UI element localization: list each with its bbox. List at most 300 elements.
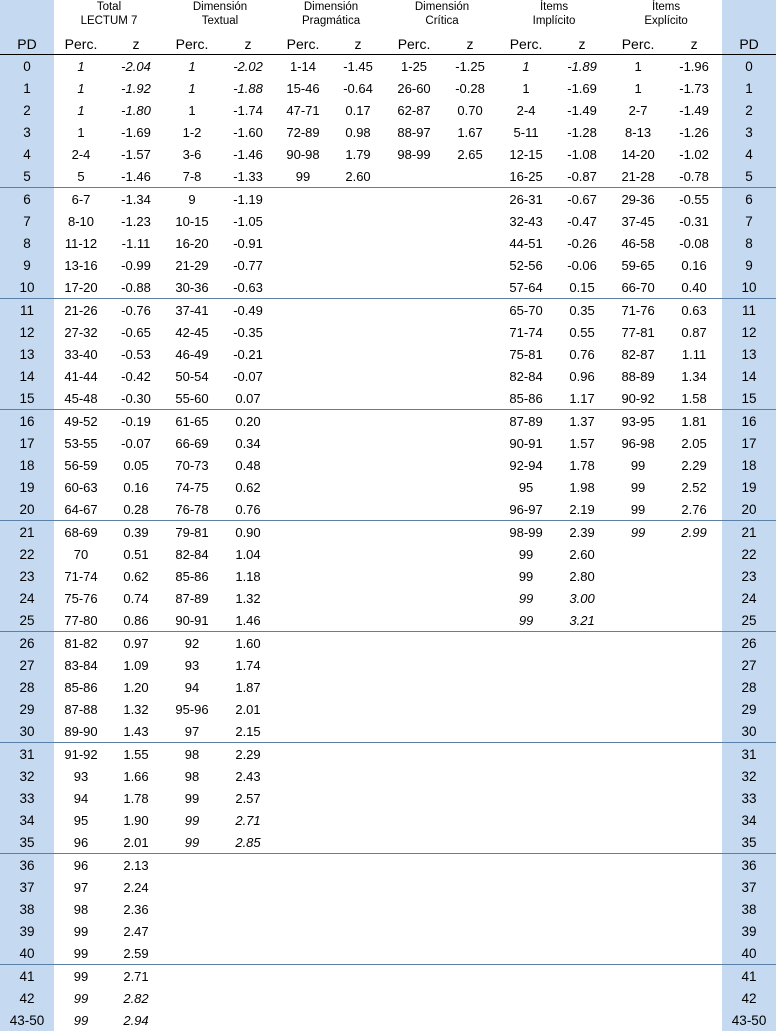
table-row: [0, 321, 776, 343]
implicito-perc-cell: 2-4: [498, 99, 554, 121]
textual-perc-value: 1: [188, 59, 195, 74]
critica-perc-cell: 88-97: [386, 121, 442, 143]
table-row: [0, 765, 776, 787]
pragmatica-z-cell: [330, 809, 386, 831]
explicito-perc-cell: [610, 698, 666, 720]
textual-perc-cell: 98: [164, 743, 220, 766]
explicito-perc-cell: 82-87: [610, 343, 666, 365]
table-row: [0, 77, 776, 99]
critica-z-cell: [442, 299, 498, 322]
total-perc-cell: 5: [54, 165, 108, 188]
implicito-z-cell: 2.80: [554, 565, 610, 587]
critica-z-cell: [442, 321, 498, 343]
critica-z-cell: [442, 521, 498, 544]
critica-z-cell: [442, 876, 498, 898]
implicito-z-cell: 1.17: [554, 387, 610, 410]
pd-cell-right: 35: [722, 831, 776, 854]
pd-cell-left: 43-50: [0, 1009, 54, 1031]
pragmatica-z-cell: [330, 410, 386, 433]
pd-cell-left: 21: [0, 521, 54, 544]
textual-z-cell: [220, 965, 276, 988]
implicito-perc-cell: [498, 654, 554, 676]
implicito-perc-cell: [498, 809, 554, 831]
z-header: z: [330, 34, 386, 55]
total-perc-cell: [54, 55, 108, 78]
explicito-perc-cell: 46-58: [610, 232, 666, 254]
total-z-cell: 0.86: [108, 609, 164, 632]
explicito-perc-cell: [610, 743, 666, 766]
implicito-perc-cell: [498, 787, 554, 809]
critica-perc-cell: 26-60: [386, 77, 442, 99]
pragmatica-perc-cell: [276, 432, 330, 454]
pragmatica-z-cell: [330, 543, 386, 565]
textual-perc-cell: 82-84: [164, 543, 220, 565]
critica-perc-cell: [386, 254, 442, 276]
total-perc-cell: 99: [54, 965, 108, 988]
explicito-z-cell: 2.52: [666, 476, 722, 498]
implicito-perc-cell: [498, 898, 554, 920]
textual-perc-cell: 21-29: [164, 254, 220, 276]
implicito-z-cell: 1.98: [554, 476, 610, 498]
implicito-perc-cell: 65-70: [498, 299, 554, 322]
pragmatica-z-cell: [330, 676, 386, 698]
table-row: [0, 920, 776, 942]
textual-perc-cell: 61-65: [164, 410, 220, 433]
textual-z-cell: 0.62: [220, 476, 276, 498]
textual-z-cell: -1.74: [220, 99, 276, 121]
implicito-z-cell: 0.15: [554, 276, 610, 299]
textual-perc-cell: 9: [164, 188, 220, 211]
explicito-z-cell: [666, 942, 722, 965]
pragmatica-perc-cell: [276, 876, 330, 898]
table-row: [0, 743, 776, 766]
explicito-perc-cell: [610, 898, 666, 920]
implicito-z-cell: -0.67: [554, 188, 610, 211]
pragmatica-z-cell: [330, 831, 386, 854]
pd-cell-right: 38: [722, 898, 776, 920]
total-z-cell: -0.65: [108, 321, 164, 343]
critica-z-cell: [442, 565, 498, 587]
table-row: [0, 232, 776, 254]
critica-z-cell: [442, 809, 498, 831]
total-z-cell: -1.46: [108, 165, 164, 188]
explicito-z-cell: [666, 565, 722, 587]
table-row: [0, 210, 776, 232]
implicito-perc-cell: [498, 720, 554, 743]
textual-z-cell: 0.48: [220, 454, 276, 476]
total-perc-cell: 45-48: [54, 387, 108, 410]
textual-perc-cell: [164, 55, 220, 78]
explicito-perc-cell: [610, 587, 666, 609]
critica-perc-cell: [386, 809, 442, 831]
table-row: [0, 787, 776, 809]
explicito-z-cell: -1.26: [666, 121, 722, 143]
explicito-perc-cell: [610, 1009, 666, 1031]
total-z-cell: -0.30: [108, 387, 164, 410]
pd-cell-left: 31: [0, 743, 54, 766]
critica-z-cell: [442, 698, 498, 720]
explicito-z-cell: [666, 543, 722, 565]
critica-perc-cell: [386, 565, 442, 587]
pragmatica-z-cell: [330, 632, 386, 655]
group-header-total: Total LECTUM 7: [54, 0, 164, 34]
explicito-z-value: 2.99: [681, 525, 706, 540]
pd-cell-right: 22: [722, 543, 776, 565]
total-z-value: -1.80: [121, 103, 151, 118]
implicito-perc-cell: 71-74: [498, 321, 554, 343]
pragmatica-perc-cell: [276, 920, 330, 942]
table-row: [0, 276, 776, 299]
explicito-perc-cell: 66-70: [610, 276, 666, 299]
critica-perc-cell: [386, 987, 442, 1009]
perc-header: Perc.: [386, 34, 442, 55]
implicito-z-cell: [554, 965, 610, 988]
total-perc-cell: 1: [54, 121, 108, 143]
table-row: [0, 543, 776, 565]
implicito-z-cell: [554, 676, 610, 698]
explicito-perc-cell: [610, 854, 666, 877]
textual-perc-cell: 16-20: [164, 232, 220, 254]
pd-cell-left: 28: [0, 676, 54, 698]
implicito-z-cell: 1.37: [554, 410, 610, 433]
pragmatica-z-cell: [330, 476, 386, 498]
table-row: [0, 99, 776, 121]
table-row: [0, 188, 776, 211]
pragmatica-perc-cell: [276, 609, 330, 632]
pragmatica-z-cell: [330, 765, 386, 787]
textual-perc-cell: 37-41: [164, 299, 220, 322]
critica-z-cell: [442, 188, 498, 211]
critica-perc-cell: 1-25: [386, 55, 442, 78]
pd-cell-left: 16: [0, 410, 54, 433]
textual-perc-cell: 42-45: [164, 321, 220, 343]
explicito-perc-cell: [610, 987, 666, 1009]
explicito-perc-cell: 99: [610, 454, 666, 476]
pd-cell-right: 11: [722, 299, 776, 322]
pd-cell-right: 30: [722, 720, 776, 743]
total-perc-cell: [54, 99, 108, 121]
critica-z-cell: [442, 720, 498, 743]
critica-perc-cell: [386, 365, 442, 387]
critica-z-cell: [442, 276, 498, 299]
textual-z-cell: 2.43: [220, 765, 276, 787]
critica-perc-cell: [386, 965, 442, 988]
textual-perc-cell: 98: [164, 765, 220, 787]
pd-cell-left: 29: [0, 698, 54, 720]
pd-cell-left: 34: [0, 809, 54, 831]
pd-header-spacer-left: [0, 0, 54, 34]
implicito-perc-cell: [498, 765, 554, 787]
total-z-cell: 2.71: [108, 965, 164, 988]
explicito-perc-cell: [610, 765, 666, 787]
implicito-perc-cell: 1: [498, 77, 554, 99]
total-z-cell: 2.36: [108, 898, 164, 920]
pragmatica-perc-cell: 47-71: [276, 99, 330, 121]
implicito-perc-cell: 44-51: [498, 232, 554, 254]
critica-perc-cell: [386, 410, 442, 433]
total-z-cell: [108, 77, 164, 99]
critica-z-cell: [442, 987, 498, 1009]
pd-cell-left: 38: [0, 898, 54, 920]
implicito-perc-value: 1: [522, 59, 529, 74]
total-perc-cell: 13-16: [54, 254, 108, 276]
implicito-z-cell: 2.39: [554, 521, 610, 544]
pragmatica-z-cell: [330, 654, 386, 676]
implicito-perc-cell: 82-84: [498, 365, 554, 387]
implicito-z-cell: [554, 876, 610, 898]
explicito-z-cell: [666, 698, 722, 720]
implicito-perc-cell: [498, 876, 554, 898]
implicito-z-cell: [554, 55, 610, 78]
implicito-z-cell: [554, 587, 610, 609]
textual-z-cell: 1.87: [220, 676, 276, 698]
pd-cell-left: 0: [0, 55, 54, 78]
implicito-perc-cell: 98-99: [498, 521, 554, 544]
implicito-z-cell: -0.47: [554, 210, 610, 232]
critica-z-cell: [442, 432, 498, 454]
textual-z-cell: [220, 942, 276, 965]
textual-z-cell: [220, 920, 276, 942]
implicito-z-cell: [554, 987, 610, 1009]
critica-perc-cell: [386, 543, 442, 565]
explicito-z-cell: [666, 632, 722, 655]
textual-perc-cell: [164, 854, 220, 877]
explicito-z-cell: [666, 720, 722, 743]
critica-z-cell: [442, 1009, 498, 1031]
critica-perc-cell: 62-87: [386, 99, 442, 121]
pd-cell-left: 33: [0, 787, 54, 809]
pd-cell-right: 28: [722, 676, 776, 698]
explicito-perc-cell: 37-45: [610, 210, 666, 232]
pd-cell-left: 37: [0, 876, 54, 898]
pd-cell-right: 4: [722, 143, 776, 165]
critica-perc-cell: [386, 609, 442, 632]
implicito-z-cell: 0.76: [554, 343, 610, 365]
critica-perc-cell: [386, 232, 442, 254]
pd-cell-right: 25: [722, 609, 776, 632]
pd-cell-left: 17: [0, 432, 54, 454]
explicito-perc-cell: 1: [610, 55, 666, 78]
textual-z-cell: [220, 55, 276, 78]
pd-cell-right: 14: [722, 365, 776, 387]
table-row: [0, 965, 776, 988]
explicito-perc-cell: [610, 920, 666, 942]
implicito-perc-cell: [498, 920, 554, 942]
header-sub-row: [0, 34, 776, 55]
table-row: [0, 165, 776, 188]
textual-z-cell: [220, 987, 276, 1009]
pd-cell-left: 9: [0, 254, 54, 276]
pragmatica-perc-cell: [276, 720, 330, 743]
explicito-perc-cell: [610, 942, 666, 965]
z-header: z: [108, 34, 164, 55]
textual-perc-cell: [164, 987, 220, 1009]
pragmatica-z-cell: [330, 876, 386, 898]
implicito-z-cell: [554, 942, 610, 965]
pd-cell-right: 34: [722, 809, 776, 831]
textual-z-cell: -0.63: [220, 276, 276, 299]
total-z-cell: 0.39: [108, 521, 164, 544]
pd-cell-right: 41: [722, 965, 776, 988]
pragmatica-perc-cell: 90-98: [276, 143, 330, 165]
total-z-cell: 1.55: [108, 743, 164, 766]
total-z-cell: 2.13: [108, 854, 164, 877]
textual-z-cell: -1.05: [220, 210, 276, 232]
table-row: [0, 143, 776, 165]
explicito-z-cell: [666, 987, 722, 1009]
pragmatica-perc-cell: [276, 765, 330, 787]
critica-z-cell: [442, 543, 498, 565]
explicito-z-cell: -0.78: [666, 165, 722, 188]
pd-cell-left: 20: [0, 498, 54, 521]
textual-perc-cell: 99: [164, 787, 220, 809]
explicito-z-cell: -0.55: [666, 188, 722, 211]
pragmatica-z-cell: [330, 299, 386, 322]
pragmatica-z-cell: [330, 920, 386, 942]
explicito-z-cell: 1.34: [666, 365, 722, 387]
total-perc-value: 1: [77, 59, 84, 74]
pd-cell-left: 5: [0, 165, 54, 188]
explicito-perc-cell: [610, 565, 666, 587]
implicito-perc-cell: 32-43: [498, 210, 554, 232]
critica-z-cell: [442, 632, 498, 655]
implicito-perc-cell: [498, 831, 554, 854]
pragmatica-perc-cell: [276, 343, 330, 365]
implicito-perc-cell: [498, 587, 554, 609]
total-z-cell: 2.01: [108, 831, 164, 854]
implicito-perc-cell: 85-86: [498, 387, 554, 410]
pragmatica-perc-cell: [276, 188, 330, 211]
critica-z-cell: [442, 854, 498, 877]
implicito-z-cell: 1.57: [554, 432, 610, 454]
pragmatica-perc-cell: [276, 521, 330, 544]
pragmatica-z-cell: [330, 188, 386, 211]
implicito-z-cell: [554, 831, 610, 854]
total-z-cell: -0.42: [108, 365, 164, 387]
total-perc-cell: 75-76: [54, 587, 108, 609]
total-perc-cell: 83-84: [54, 654, 108, 676]
textual-perc-cell: [164, 1009, 220, 1031]
table-row: [0, 942, 776, 965]
pragmatica-z-cell: [330, 521, 386, 544]
total-perc-cell: 98: [54, 898, 108, 920]
pragmatica-z-cell: [330, 232, 386, 254]
textual-z-cell: 2.15: [220, 720, 276, 743]
implicito-perc-cell: [498, 965, 554, 988]
pd-cell-right: 19: [722, 476, 776, 498]
pd-cell-left: 30: [0, 720, 54, 743]
pd-cell-right: 40: [722, 942, 776, 965]
pd-cell-right: 21: [722, 521, 776, 544]
total-perc-cell: 97: [54, 876, 108, 898]
textual-perc-cell: [164, 898, 220, 920]
textual-z-cell: [220, 809, 276, 831]
pragmatica-z-cell: [330, 454, 386, 476]
total-perc-cell: 96: [54, 854, 108, 877]
implicito-z-cell: [554, 898, 610, 920]
explicito-z-cell: [666, 854, 722, 877]
implicito-z-cell: 2.60: [554, 543, 610, 565]
table-row: [0, 654, 776, 676]
pragmatica-z-cell: [330, 720, 386, 743]
implicito-perc-value: 99: [519, 591, 533, 606]
pd-cell-right: 27: [722, 654, 776, 676]
critica-z-cell: [442, 498, 498, 521]
table-row: [0, 454, 776, 476]
textual-perc-cell: 50-54: [164, 365, 220, 387]
textual-perc-cell: 90-91: [164, 609, 220, 632]
textual-z-cell: [220, 831, 276, 854]
textual-perc-cell: [164, 831, 220, 854]
total-z-cell: -1.34: [108, 188, 164, 211]
table-row: [0, 387, 776, 410]
explicito-z-cell: 0.87: [666, 321, 722, 343]
pd-cell-left: 7: [0, 210, 54, 232]
pragmatica-perc-cell: [276, 254, 330, 276]
explicito-perc-cell: [610, 787, 666, 809]
critica-perc-cell: [386, 942, 442, 965]
pd-header-left: PD: [0, 34, 54, 55]
pd-cell-left: 4: [0, 143, 54, 165]
explicito-z-cell: 1.58: [666, 387, 722, 410]
explicito-z-cell: [666, 876, 722, 898]
explicito-z-cell: [666, 920, 722, 942]
pd-cell-right: 3: [722, 121, 776, 143]
perc-header: Perc.: [54, 34, 108, 55]
explicito-z-cell: [666, 965, 722, 988]
critica-perc-cell: [386, 210, 442, 232]
total-z-cell: [108, 987, 164, 1009]
pragmatica-z-cell: [330, 854, 386, 877]
critica-z-cell: [442, 942, 498, 965]
total-z-cell: 2.59: [108, 942, 164, 965]
total-perc-cell: [54, 77, 108, 99]
explicito-perc-cell: 8-13: [610, 121, 666, 143]
textual-z-cell: 0.20: [220, 410, 276, 433]
pd-cell-right: 1: [722, 77, 776, 99]
critica-perc-cell: [386, 387, 442, 410]
pd-cell-left: 19: [0, 476, 54, 498]
explicito-z-cell: 0.40: [666, 276, 722, 299]
pd-cell-left: 27: [0, 654, 54, 676]
pd-cell-right: 12: [722, 321, 776, 343]
critica-z-cell: [442, 787, 498, 809]
pragmatica-perc-cell: [276, 365, 330, 387]
total-z-cell: 1.32: [108, 698, 164, 720]
critica-perc-cell: [386, 632, 442, 655]
table-row: [0, 410, 776, 433]
pragmatica-z-cell: [330, 365, 386, 387]
textual-perc-cell: 92: [164, 632, 220, 655]
total-perc-cell: 77-80: [54, 609, 108, 632]
pd-cell-left: 40: [0, 942, 54, 965]
implicito-z-cell: [554, 809, 610, 831]
textual-perc-cell: 93: [164, 654, 220, 676]
critica-perc-cell: [386, 454, 442, 476]
implicito-z-cell: [554, 698, 610, 720]
explicito-z-cell: -1.49: [666, 99, 722, 121]
pragmatica-perc-cell: [276, 232, 330, 254]
pragmatica-perc-cell: [276, 565, 330, 587]
pragmatica-z-cell: [330, 987, 386, 1009]
implicito-z-cell: -1.08: [554, 143, 610, 165]
explicito-z-cell: [666, 587, 722, 609]
group-header-pragmatica: Dimensión Pragmática: [276, 0, 386, 34]
pragmatica-perc-cell: [276, 676, 330, 698]
explicito-perc-cell: [610, 543, 666, 565]
implicito-z-cell: 2.19: [554, 498, 610, 521]
total-z-cell: 1.90: [108, 809, 164, 831]
